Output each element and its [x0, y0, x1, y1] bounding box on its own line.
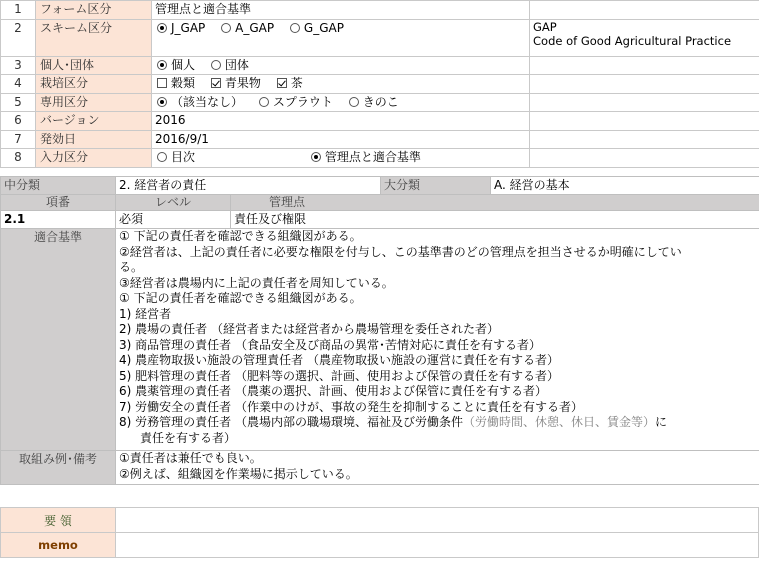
row-individual-group — [1, 56, 759, 75]
criteria-line: 1) 経営者 — [119, 306, 172, 321]
scheme-radio-group — [152, 19, 530, 56]
row-label: 個人･団体 — [36, 56, 152, 75]
row-cultivation — [1, 75, 759, 94]
remarks-row — [1, 451, 759, 485]
item-no-header: 項番 — [1, 195, 116, 211]
middle-category-value[interactable]: 2. 経営者の責任 — [116, 177, 381, 195]
criteria-gray-note: （労働時間、休憩、休日、賃金等） — [462, 415, 655, 429]
row-version — [1, 112, 759, 131]
major-category-label: 大分類 — [381, 177, 491, 195]
criteria-line: 7) 労働安全の責任者 （作業中のけが、事故の発生を抑制することに責任を有する者） — [119, 399, 583, 414]
criteria-row — [1, 229, 759, 451]
checkbox-unchecked-icon — [157, 78, 167, 88]
criteria-label: 適合基準 — [1, 229, 116, 451]
empty-cell — [530, 149, 759, 168]
radio-not-applicable[interactable]: （該当なし） — [155, 95, 243, 109]
empty-cell — [530, 112, 759, 131]
scheme-note-title: GAP — [533, 19, 557, 34]
checkbox-checked-icon — [211, 78, 221, 88]
row-input-type — [1, 149, 759, 168]
item-no-value[interactable]: 2.1 — [1, 211, 116, 229]
row-number: 3 — [1, 56, 36, 75]
major-category-value[interactable]: A. 経営の基本 — [491, 177, 759, 195]
criteria-line: 8) 労務管理の責任者 （農場内部の職場環境、福祉及び労働条件（労働時間、休憩、休日、賃金等）に — [119, 415, 667, 429]
criteria-line: ① 下記の責任者を確認できる組織図がある。 — [119, 291, 362, 305]
radio-agap[interactable]: A_GAP — [219, 21, 274, 35]
row-form-type — [1, 1, 759, 20]
middle-category-label: 中分類 — [1, 177, 116, 195]
checkbox-grains[interactable]: 穀類 — [155, 76, 195, 90]
radio-unselected-icon — [259, 97, 269, 107]
row-label: スキーム区分 — [36, 19, 152, 56]
row-number: 1 — [1, 1, 36, 20]
row-number: 5 — [1, 93, 36, 112]
criteria-line: る。 — [119, 260, 144, 274]
version-value[interactable]: 2016 — [152, 112, 530, 131]
control-point-detail-table — [0, 176, 759, 485]
radio-sprout[interactable]: スプラウト — [257, 95, 333, 109]
row-scheme — [1, 19, 759, 56]
dedicated-radio-group — [152, 93, 530, 112]
radio-unselected-icon — [290, 23, 300, 33]
radio-ggap[interactable]: G_GAP — [288, 21, 344, 35]
memo-row — [1, 533, 759, 558]
essentials-memo-table — [0, 507, 759, 558]
empty-cell — [530, 75, 759, 94]
scheme-note-desc: Code of Good Agricultural Practice — [533, 33, 732, 48]
criteria-line: 3) 商品管理の責任者 （食品安全及び商品の異常･苦情対応に責任を有する者） — [119, 337, 541, 352]
checkbox-tea[interactable]: 茶 — [275, 76, 303, 90]
item-row — [1, 211, 759, 229]
radio-jgap[interactable]: J_GAP — [155, 21, 205, 35]
criteria-line: 4) 農産物取扱い施設の管理責任者 （農産物取扱い施設の運営に責任を有する者） — [119, 353, 559, 367]
empty-cell — [530, 130, 759, 149]
remarks-line: ①責任者は兼任でも良い。 — [119, 451, 262, 465]
criteria-content[interactable] — [116, 229, 759, 451]
criteria-line: 責任を有する者） — [140, 430, 237, 445]
row-number: 8 — [1, 149, 36, 168]
memo-input[interactable] — [116, 533, 759, 558]
column-header-row — [1, 195, 759, 211]
radio-group[interactable]: 団体 — [209, 58, 249, 72]
checkbox-checked-icon — [277, 78, 287, 88]
row-number: 2 — [1, 19, 36, 56]
criteria-line: ②経営者は、上記の責任者に必要な権限を付与し、この基準書のどの管理点を担当させるか明確にしてい — [119, 244, 682, 259]
effective-date-value[interactable]: 2016/9/1 — [152, 130, 530, 149]
row-label: フォーム区分 — [36, 1, 152, 20]
level-header: レベル — [116, 195, 231, 211]
row-dedicated — [1, 93, 759, 112]
memo-label: memo — [1, 533, 116, 558]
empty-cell — [530, 56, 759, 75]
row-effective-date — [1, 130, 759, 149]
empty-cell — [530, 1, 759, 20]
empty-cell — [530, 93, 759, 112]
row-label: 入力区分 — [36, 149, 152, 168]
row-label: 専用区分 — [36, 93, 152, 112]
radio-individual[interactable]: 個人 — [155, 58, 195, 72]
form-settings-table — [0, 0, 759, 168]
remarks-label: 取組み例･備考 — [1, 451, 116, 485]
radio-selected-icon — [311, 152, 321, 162]
radio-unselected-icon — [157, 152, 167, 162]
radio-unselected-icon — [221, 23, 231, 33]
radio-mushroom[interactable]: きのこ — [347, 95, 399, 109]
criteria-line: 6) 農薬管理の責任者 （農薬の選択、計画、使用および保管に責任を有する者） — [119, 384, 547, 398]
essentials-row — [1, 508, 759, 533]
radio-toc[interactable]: 目次 — [155, 150, 195, 164]
essentials-label: 要 領 — [1, 508, 116, 533]
criteria-line: ③経営者は農場内に上記の責任者を周知している。 — [119, 275, 394, 290]
criteria-line: 5) 肥料管理の責任者 （肥料等の選択、計画、使用および保管の責任を有する者） — [119, 368, 559, 383]
control-point-header: 管理点 — [231, 195, 759, 211]
row-number: 4 — [1, 75, 36, 94]
row-label: 栽培区分 — [36, 75, 152, 94]
radio-control-points[interactable]: 管理点と適合基準 — [309, 150, 421, 164]
remarks-content[interactable] — [116, 451, 759, 485]
criteria-line: ① 下記の責任者を確認できる組織図がある。 — [119, 229, 362, 243]
cultivation-checkbox-group — [152, 75, 530, 94]
row-number: 7 — [1, 130, 36, 149]
scheme-note — [530, 19, 759, 56]
radio-selected-icon — [157, 97, 167, 107]
category-row — [1, 177, 759, 195]
row-label: 発効日 — [36, 130, 152, 149]
essentials-input[interactable] — [116, 508, 759, 533]
criteria-line: 2) 農場の責任者 （経営者または経営者から農場管理を委任された者） — [119, 322, 499, 336]
form-type-value[interactable]: 管理点と適合基準 — [152, 1, 530, 20]
radio-unselected-icon — [349, 97, 359, 107]
radio-selected-icon — [157, 60, 167, 70]
row-label: バージョン — [36, 112, 152, 131]
remarks-line: ②例えば、組織図を作業場に掲示している。 — [119, 466, 358, 481]
checkbox-produce[interactable]: 青果物 — [209, 76, 261, 90]
control-point-value[interactable]: 責任及び権限 — [231, 211, 759, 229]
input-type-radio-group — [152, 149, 530, 168]
individual-radio-group — [152, 56, 530, 75]
radio-unselected-icon — [211, 60, 221, 70]
row-number: 6 — [1, 112, 36, 131]
radio-selected-icon — [157, 23, 167, 33]
level-value[interactable]: 必須 — [116, 211, 231, 229]
